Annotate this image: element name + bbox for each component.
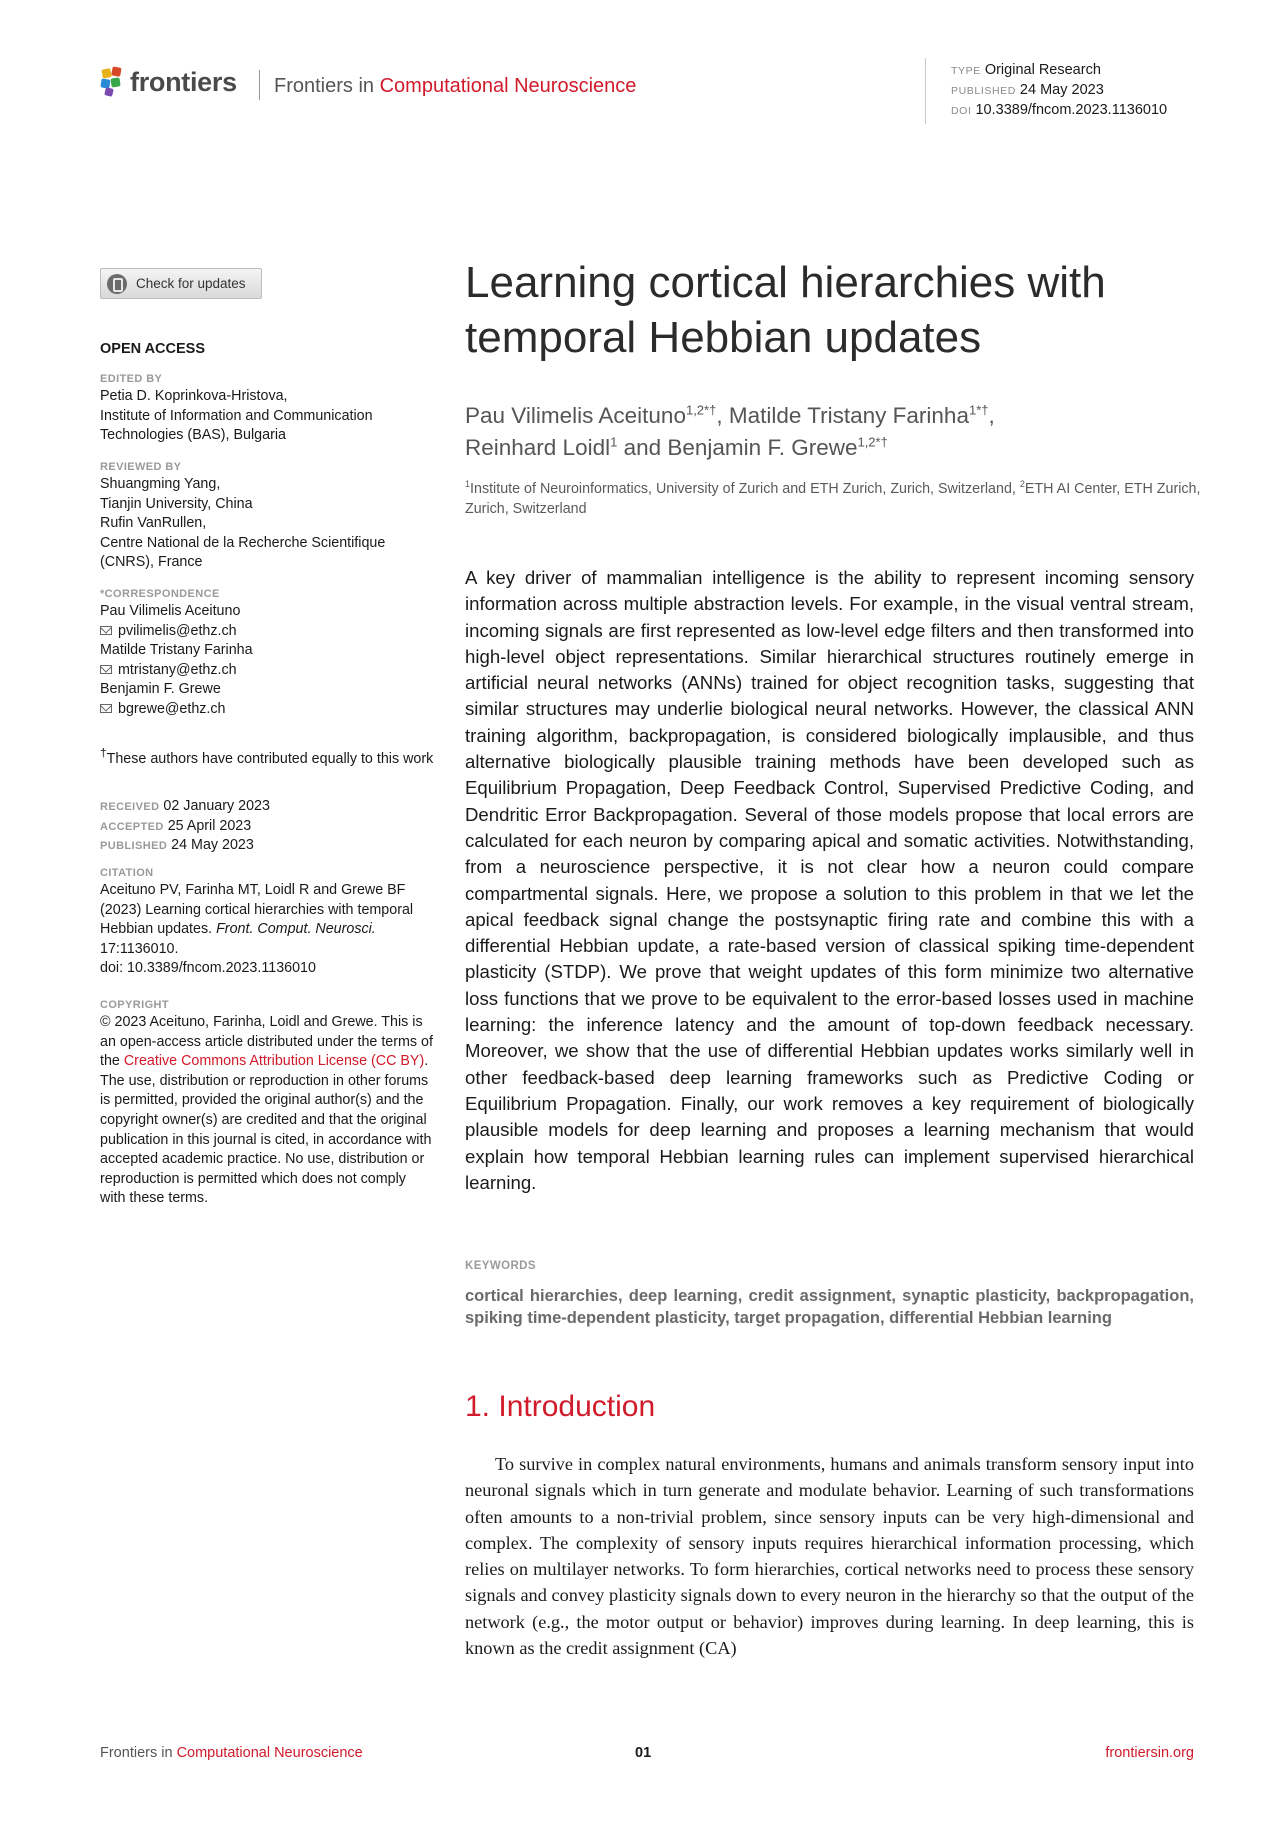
bookmark-icon	[107, 274, 127, 294]
introduction-text: To survive in complex natural environments, humans and animals transform sensory input into neuronal signals which in turn generate and modulate behavior. Learning of such transformations often amounts to a non-trivial problem, since sensory inputs can be very high-dimensional and complex. The complexity of sensory inputs requires hierarchical information processing, which relies on multilayer networks. To form hierarchies, cortical networks need to process these sensory signals and convey plasticity signals down to every neuron in the hierarchy so that the output of the network (e.g., the motor output or behavior) improves during learning. In deep learning, this is known as the credit assignment (CA)	[465, 1454, 1194, 1659]
meta-divider	[925, 58, 926, 124]
check-for-updates-button[interactable]	[100, 268, 262, 299]
edited-by-label: EDITED BY	[100, 373, 163, 385]
author-affil-mark: 1,2*†	[857, 434, 888, 450]
citation-doi[interactable]: doi: 10.3389/fncom.2023.1136010	[100, 960, 316, 977]
affiliations: $^1$Institute of Neuroinformatics, University of Zurich and ETH Zurich, Zurich, Switzerland, $^2$ETH AI Center, ETH Zurich, Zurich, Switzerland	[465, 479, 1201, 517]
reviewed-by-label: REVIEWED BY	[100, 461, 182, 473]
journal-name: Computational Neuroscience	[379, 75, 637, 97]
copyright-text: © 2023 Aceituno, Farinha, Loidl and Grewe. This is an open-access article distributed under the terms of the Creative Commons Attribution License (CC BY). The use, distribution or reproduction in other forums is permitted, provided the original author(s) and the copyright owner(s) are credited and that the original publication in this journal is cited, in accordance with accepted academic practice. No use, distribution or reproduction is permitted which does not comply with these terms.	[100, 1014, 433, 1207]
equal-contribution-note: †These authors have contributed equally to this work	[100, 746, 434, 767]
reviewer-affiliation: Centre National de la Recherche Scientifique (CNRS), France	[100, 534, 386, 571]
doi-value[interactable]: 10.3389/fncom.2023.1136010	[975, 102, 1168, 118]
abstract: A key driver of mammalian intelligence is the ability to represent incoming sensory information across multiple abstraction levels. For example, in the visual ventral stream, incoming signals are first represented as low-level edge filters and then transformed into high-level object representations. Similar hierarchical structures routinely emerge in artificial neural networks (ANNs) trained for object recognition tasks, suggesting that similar structures may underlie biological neural networks. However, the classical ANN training algorithm, backpropagation, is considered biologically implausible, and thus alternative biologically plausible training methods have been developed such as Equilibrium Propagation, Deep Feedback Control, Supervised Predictive Coding, and Dendritic Error Backpropagation. Several of those models propose that local errors are calculated for each neuron by comparing apical and somatic activities. Notwithstanding, from a neuroscience perspective, it is not clear how a neuron could compare compartmental signals. Here, we propose a solution to this problem in that we let the apical feedback signal change the postsynaptic firing rate and combine this with a differential Hebbian update, a rate-based version of classical spiking time-dependent plasticity (STDP). We prove that weight updates of this form minimize two alternative loss functions that we prove to be equivalent to the error-based losses used in machine learning: the inference latency and the amount of top-down feedback necessary. Moreover, we show that the use of differential Hebbian updates works similarly well in other feedback-based deep learning frameworks such as Predictive Coding or Equilibrium Propagation. Finally, our work removes a key requirement of biologically plausible models for deep learning and proposes a learning mechanism that would explain how temporal Hebbian learning rules can implement supervised hierarchical learning.	[465, 567, 1194, 1193]
editor-name: Petia D. Koprinkova-Hristova,	[100, 388, 288, 404]
edited-by-section	[100, 372, 435, 446]
open-access-label: OPEN ACCESS	[100, 341, 206, 357]
keywords: cortical hierarchies, deep learning, credit assignment, synaptic plasticity, backpropagation, spiking time-dependent plasticity, target propagation, differential Hebbian learning	[465, 1287, 1194, 1327]
type-value: Original Research	[984, 62, 1101, 78]
correspondent-email[interactable]: bgrewe@ethz.ch	[100, 700, 435, 720]
cc-by-license-link[interactable]: Creative Commons Attribution License (CC BY)	[123, 1053, 425, 1070]
dagger-mark: †	[100, 746, 107, 760]
correspondent-name: Pau Vilimelis Aceituno	[100, 603, 241, 619]
author-name[interactable]: Benjamin F. Grewe	[667, 435, 858, 460]
citation-journal: Front. Comput. Neurosci.	[216, 921, 376, 938]
journal-prefix: Frontiers in	[274, 75, 380, 97]
logo-text: frontiers	[130, 66, 237, 97]
journal-title[interactable]	[274, 75, 636, 98]
correspondent-email[interactable]: mtristany@ethz.ch	[100, 661, 435, 681]
citation-volume: 17:1136010.	[100, 940, 179, 957]
correspondence-label: *CORRESPONDENCE	[100, 588, 220, 600]
author-affil-mark: 1,2*†	[685, 402, 717, 418]
published-date: 24 May 2023	[171, 837, 254, 854]
frontiers-logo-icon	[100, 66, 126, 98]
frontiers-logo[interactable]	[100, 66, 237, 98]
article-title: Learning cortical hierarchies with temporal Hebbian updates	[465, 258, 1106, 362]
received-date: 02 January 2023	[163, 798, 270, 814]
correspondent-name: Matilde Tristany Farinha	[100, 642, 253, 659]
correspondent-name: Benjamin F. Grewe	[100, 681, 221, 698]
dates-section	[100, 797, 435, 856]
reviewer-affiliation: Tianjin University, China	[100, 495, 253, 512]
author-name[interactable]: Reinhard Loidl	[465, 435, 611, 460]
reviewer-name: Rufin VanRullen,	[100, 515, 207, 532]
footer-site-link[interactable]: frontiersin.org	[1105, 1745, 1194, 1761]
published-label: PUBLISHED	[951, 85, 1016, 97]
reviewer-name: Shuangming Yang,	[100, 476, 221, 492]
article-meta	[951, 61, 1167, 121]
envelope-icon	[100, 704, 112, 713]
editor-affiliation: Institute of Information and Communication Technologies (BAS), Bulgaria	[100, 407, 373, 444]
copyright-label: COPYRIGHT	[100, 999, 169, 1011]
author-affil-mark: 1*†	[968, 402, 989, 418]
correspondence-section	[100, 587, 435, 720]
envelope-icon	[100, 626, 112, 635]
check-for-updates-label: Check for updates	[136, 276, 246, 291]
keywords-label: KEYWORDS	[465, 1260, 536, 1272]
accepted-date: 25 April 2023	[167, 817, 252, 834]
copyright-section	[100, 998, 435, 1209]
doi-label: DOI	[951, 105, 972, 117]
author-list: Pau Vilimelis Aceituno$^{1,2*\dagger}$, Matilde Tristany Farinha$^{1*\dagger}$, Reinhard Loidl$^1$ and Benjamin F. Grewe$^{1,2*\dagger}$	[465, 402, 995, 460]
reviewed-by-section	[100, 460, 435, 573]
page-number: 01	[635, 1745, 652, 1761]
citation-text: Aceituno PV, Farinha MT, Loidl R and Grewe BF (2023) Learning cortical hierarchies with temporal Hebbian updates. Front. Comput. Neurosci. 17:1136010.	[100, 882, 414, 957]
author-affil-mark: 1	[610, 434, 618, 450]
correspondent-email[interactable]: pvilimelis@ethz.ch	[100, 622, 435, 642]
author-name[interactable]: Matilde Tristany Farinha	[728, 403, 969, 428]
accepted-label: ACCEPTED	[100, 820, 164, 833]
published-label: PUBLISHED	[100, 840, 168, 853]
citation-label: CITATION	[100, 867, 154, 879]
type-label: TYPE	[951, 65, 981, 77]
envelope-icon	[100, 665, 112, 674]
author-name[interactable]: Pau Vilimelis Aceituno	[465, 403, 686, 428]
footer-journal[interactable]: Frontiers in Computational Neuroscience	[100, 1745, 363, 1761]
section-heading-introduction: 1. Introduction	[465, 1390, 656, 1423]
citation-section	[100, 866, 435, 979]
received-label: RECEIVED	[100, 801, 160, 813]
header-divider	[259, 70, 260, 100]
published-value: 24 May 2023	[1019, 82, 1104, 98]
